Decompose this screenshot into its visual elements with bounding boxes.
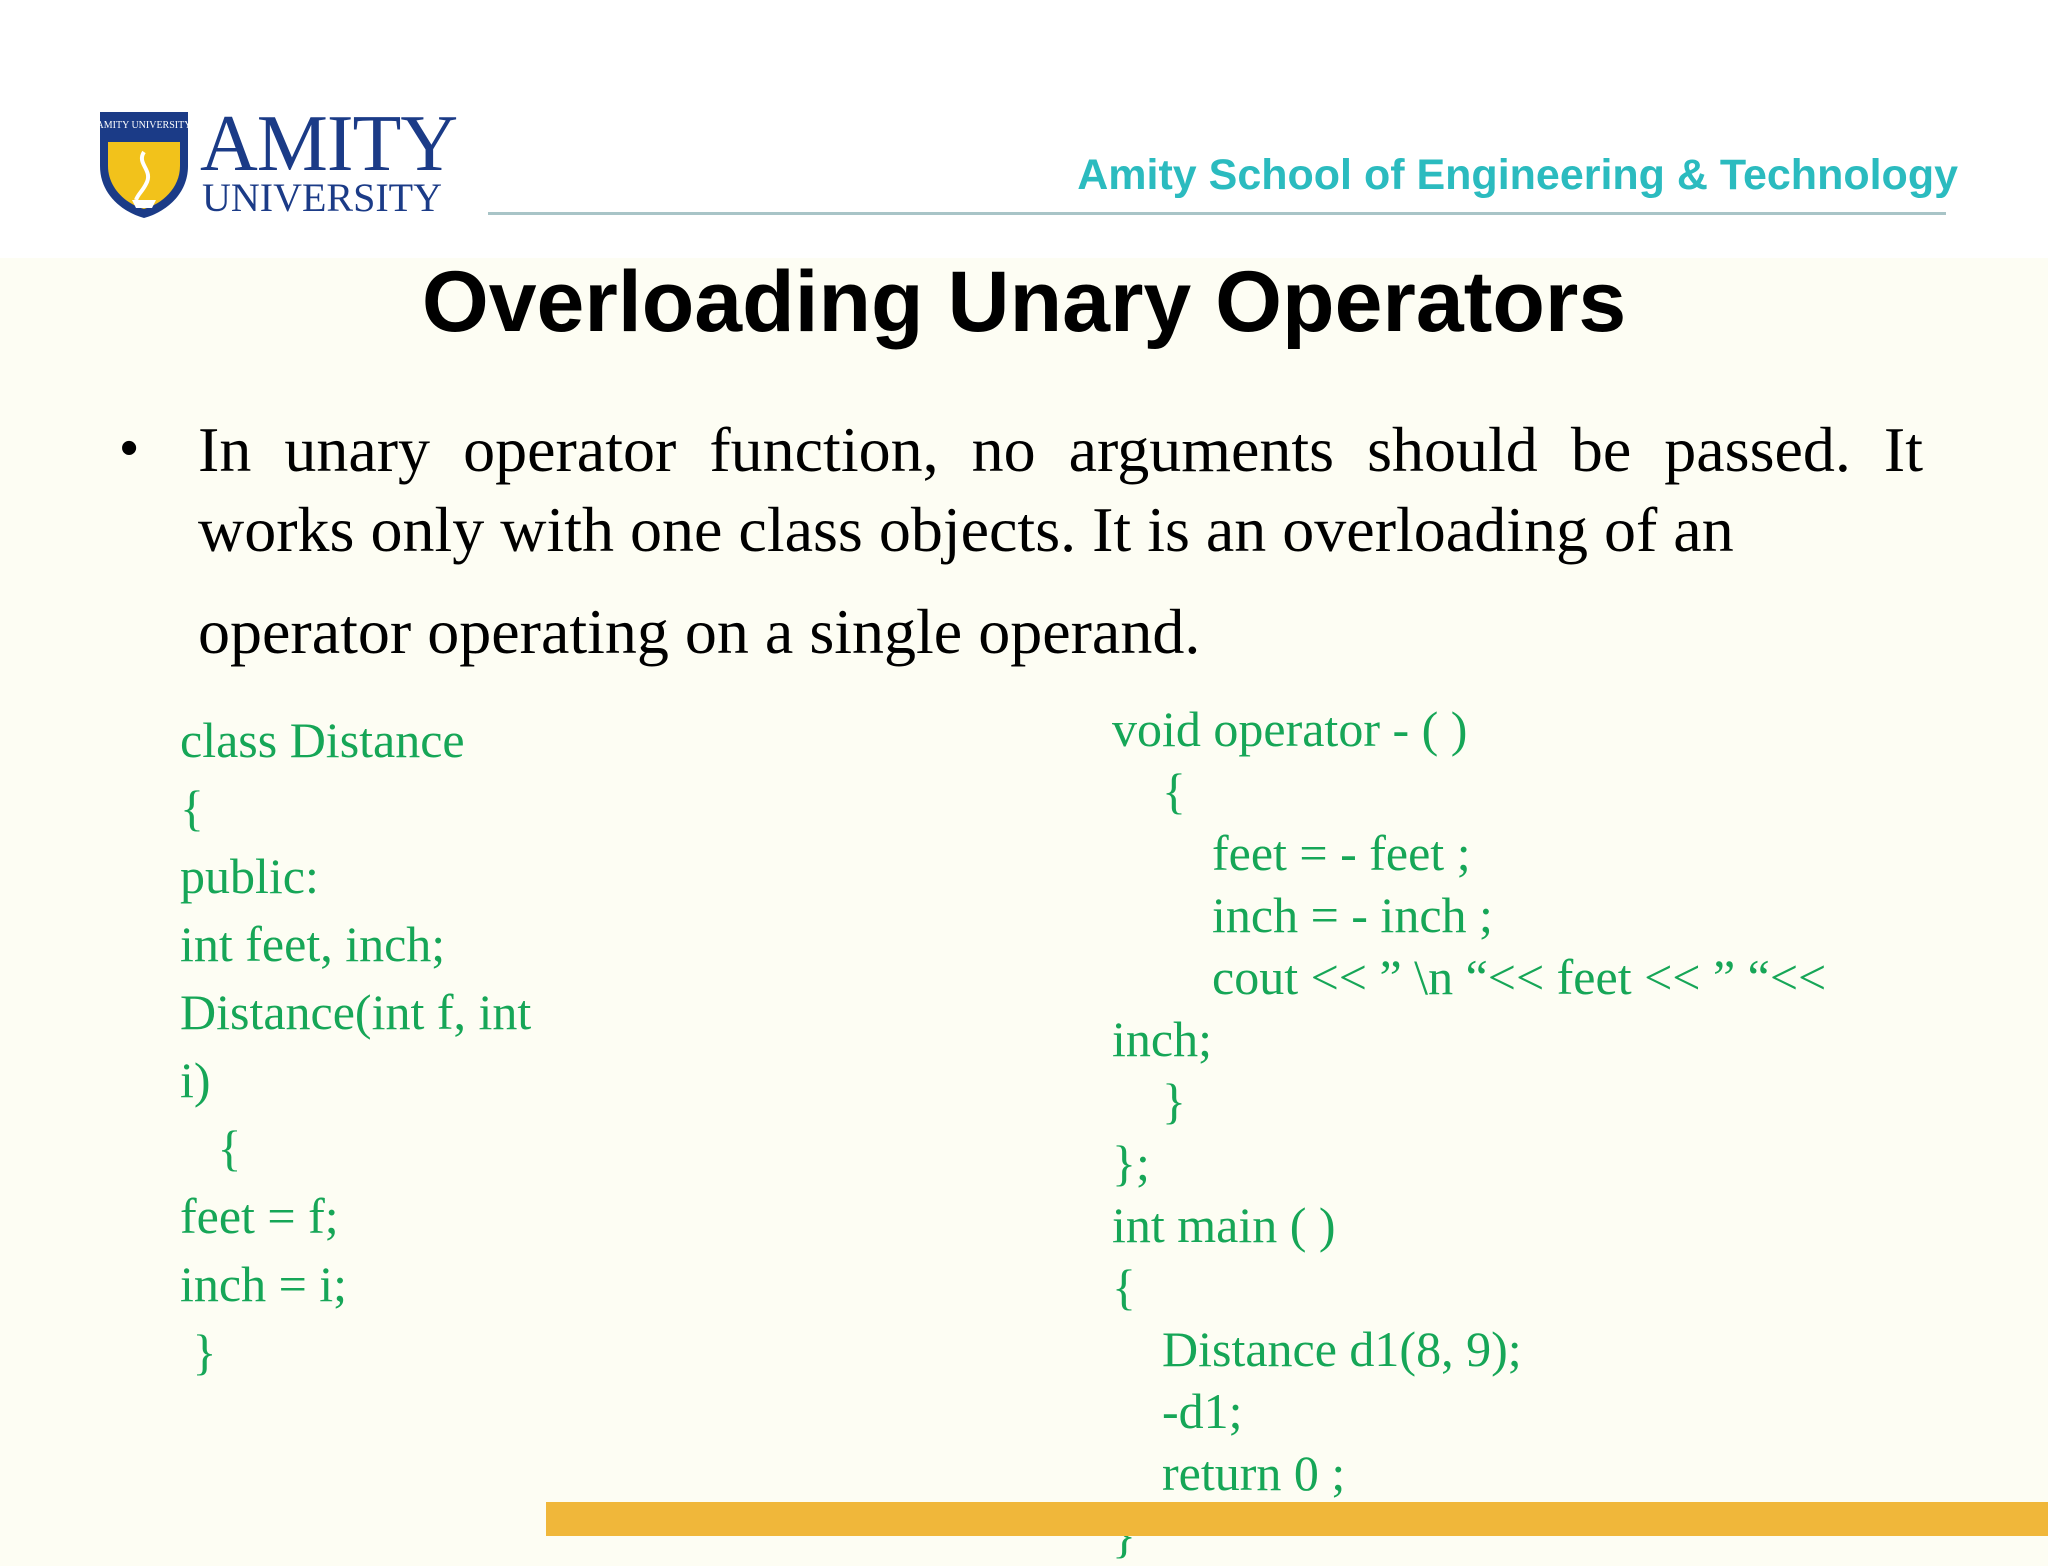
bullet-text-main: In unary operator function, no arguments should be passed. It works only with one class objects. It is an overloading of an — [198, 414, 1923, 565]
bullet-point: • — [120, 419, 139, 477]
code-block-operator-main: void operator - ( ) { feet = - feet ; inch = - inch ; cout << ” \n “<< feet << ” “<< inch; } }; int main ( ) { Distance d1(8, 9); -d1; return 0 ; — [1112, 701, 1827, 1501]
logo-subtitle-text: UNIVERSITY — [202, 175, 442, 220]
shield-text: AMITY UNIVERSITY — [96, 120, 192, 131]
bullet-text-last: operator operating on a single operand. — [198, 596, 1201, 667]
school-name: Amity School of Engineering & Technology — [1077, 151, 1958, 199]
shield-emblem-icon — [96, 108, 192, 220]
slide-title: Overloading Unary Operators — [421, 254, 1627, 350]
logo-brand-text: AMITY — [200, 100, 458, 188]
amity-university-logo — [96, 100, 458, 224]
header-divider — [488, 212, 1946, 215]
code-block-class-definition: class Distance { public: int feet, inch; Distance(int f, int i) { feet = f; inch = i; } — [180, 712, 532, 1380]
bullet-text — [198, 410, 1923, 672]
footer-accent-bar — [546, 1502, 2048, 1536]
